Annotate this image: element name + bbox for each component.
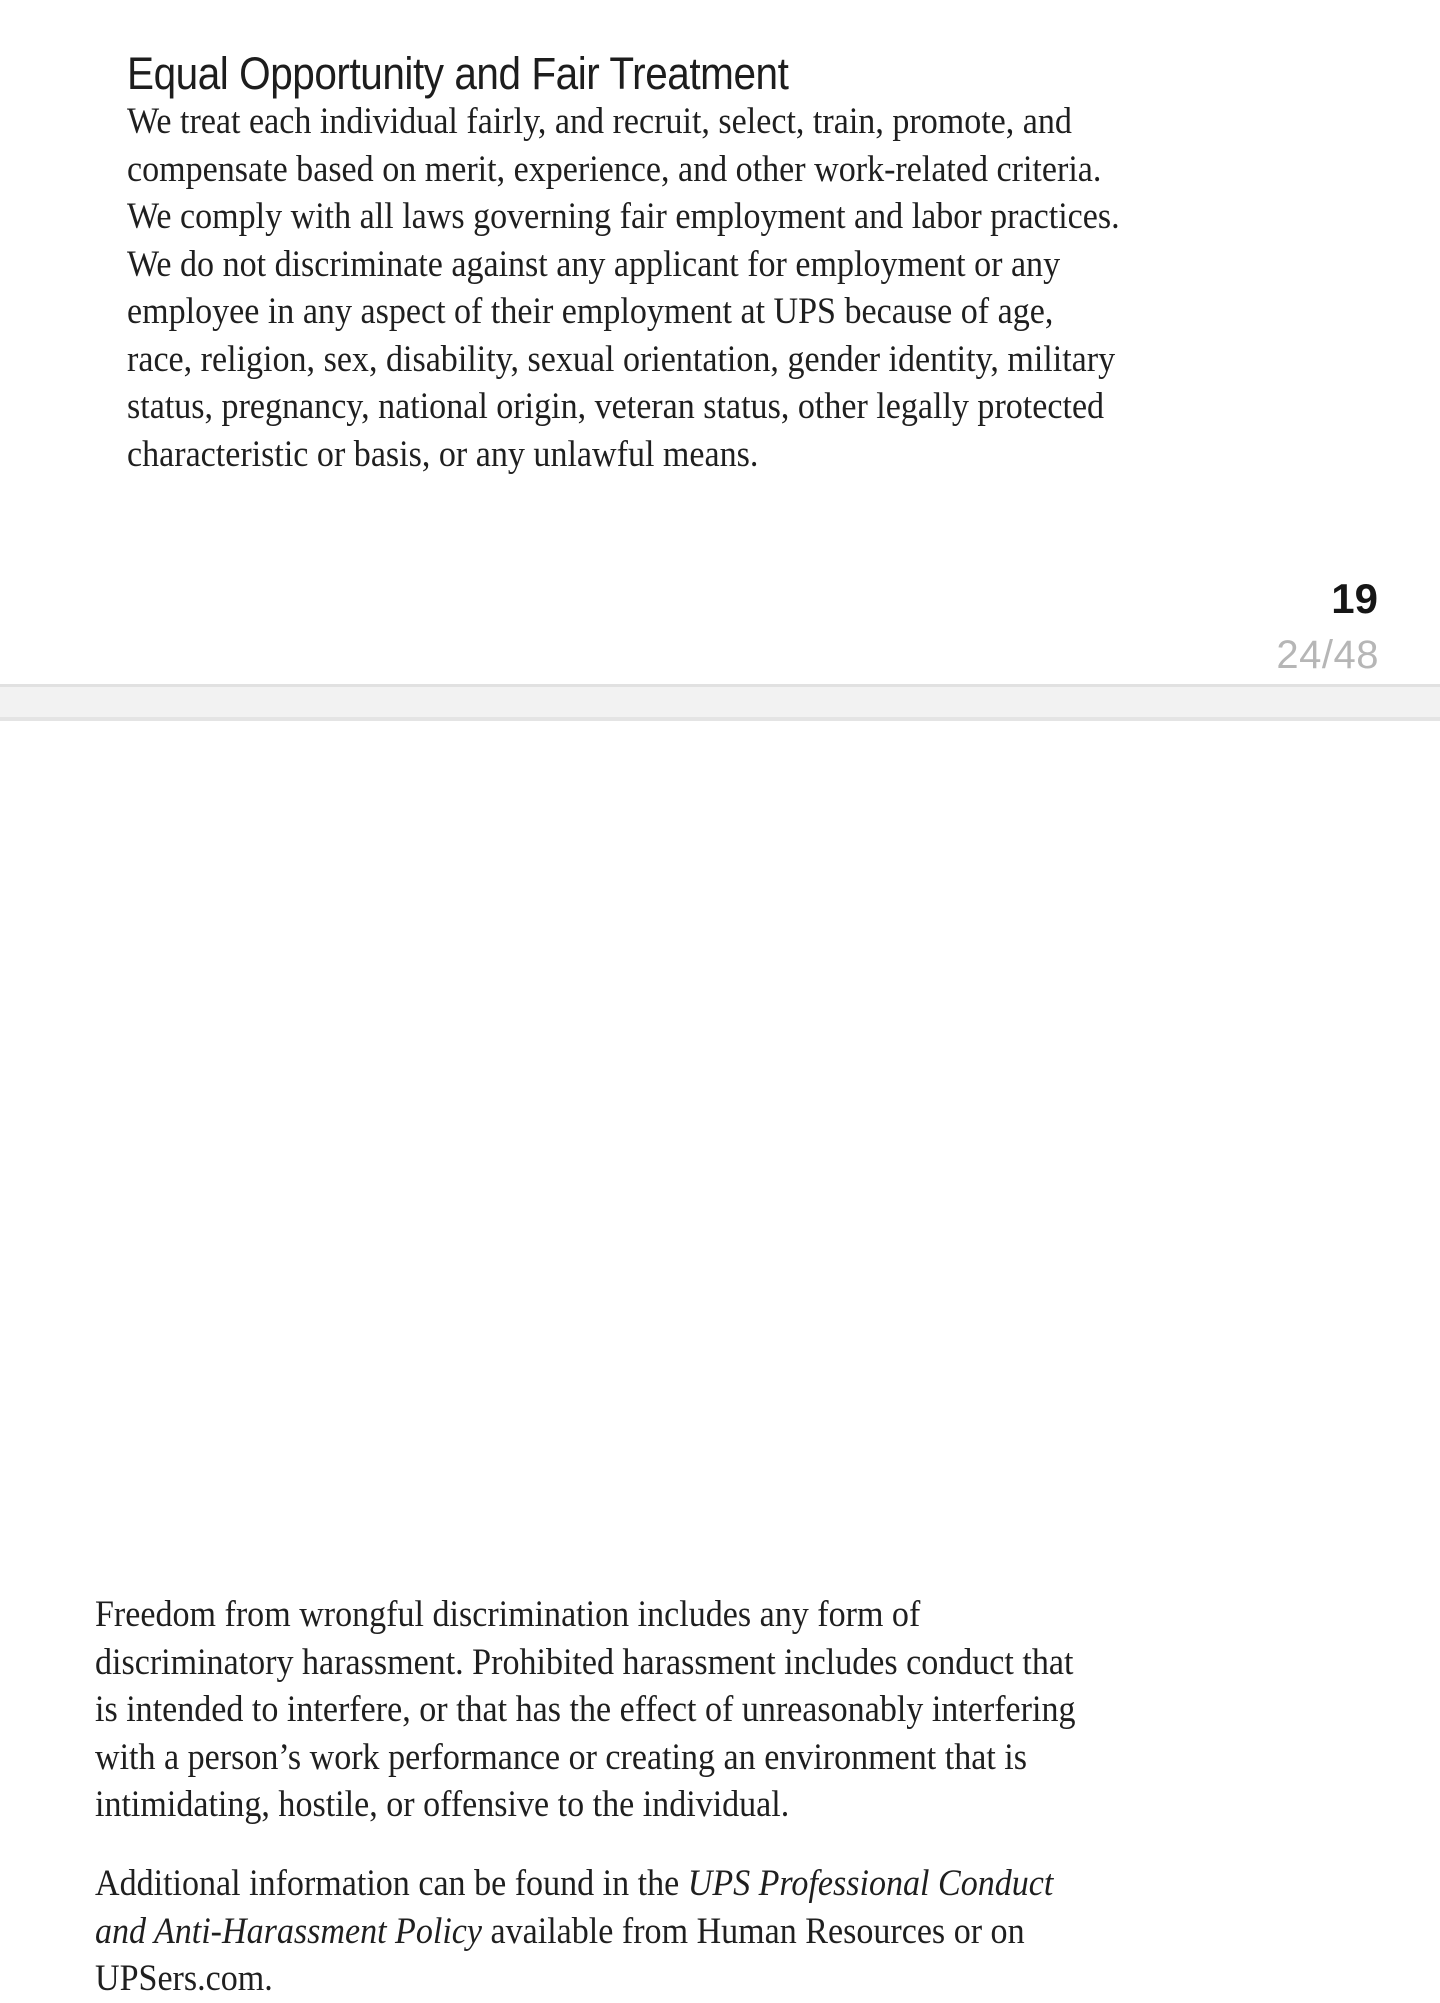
text-line: discriminatory harassment. Prohibited harassment includes conduct that [95,1641,1074,1683]
text-line: We treat each individual fairly, and recruit, select, train, promote, and [127,101,1072,142]
text-line: compensate based on merit, experience, and other work-related criteria. [127,148,1102,190]
text-line: status, pregnancy, national origin, veteran status, other legally protected [127,386,1105,427]
body-paragraph [95,1591,1075,1829]
text-line [95,1860,1053,1908]
policy-title-italic: and Anti-Harassment Policy [95,1910,483,1952]
text-line: employee in any aspect of their employment at UPS because of age, [127,291,1054,332]
section-heading: Equal Opportunity and Fair Treatment [127,48,789,100]
pdf-page-next [0,721,1440,1999]
viewer-page-position-indicator: 24/48 [1276,633,1379,677]
pdf-page-current [0,0,1440,684]
text-segment: available from Human Resources or on [482,1910,1025,1952]
text-segment: Additional information can be found in the [95,1863,688,1904]
text-line: characteristic or basis, or any unlawful means. [127,433,759,475]
text-segment: UPSers.com. [95,1958,273,1999]
text-line: We do not discriminate against any applicant for employment or any [127,243,1061,285]
text-line [95,1908,1053,1956]
text-line: intimidating, hostile, or offensive to the individual. [95,1784,790,1825]
body-paragraph [95,1860,1053,2003]
text-line [95,1955,1053,2003]
text-line: Freedom from wrongful discrimination includes any form of [95,1594,921,1635]
page-separator [0,684,1440,721]
printed-page-number: 19 [1331,575,1378,622]
text-line: is intended to interfere, or that has the effect of unreasonably interfering [95,1689,1076,1730]
text-line: with a person’s work performance or creating an environment that is [95,1736,1028,1778]
text-line: We comply with all laws governing fair employment and labor practices. [127,196,1120,237]
text-line: race, religion, sex, disability, sexual orientation, gender identity, military [127,338,1116,380]
body-paragraph [127,98,1120,478]
policy-title-italic: UPS Professional Conduct [687,1863,1054,1904]
